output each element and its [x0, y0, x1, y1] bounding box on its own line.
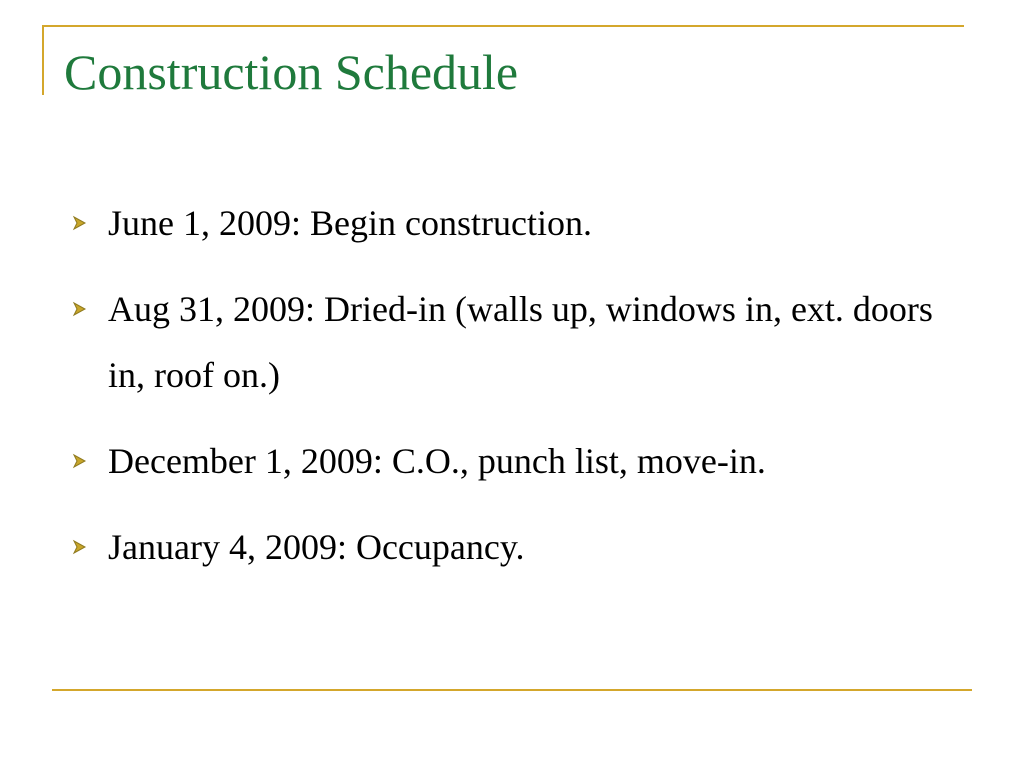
arrow-bullet-icon [70, 299, 90, 319]
arrow-bullet-icon [70, 213, 90, 233]
bullet-item [70, 276, 950, 408]
arrow-bullet-icon [70, 451, 90, 471]
bullet-item [70, 514, 950, 580]
title-rule-left [42, 25, 44, 95]
bullet-text: June 1, 2009: Begin construction. [108, 203, 592, 243]
bullet-item [70, 428, 950, 494]
bullet-text: December 1, 2009: C.O., punch list, move-in. [108, 441, 766, 481]
bullet-text: Aug 31, 2009: Dried-in (walls up, windows in, ext. doors in, roof on.) [108, 289, 933, 395]
bullet-list [70, 190, 950, 600]
title-rule-top [42, 25, 964, 27]
arrow-bullet-icon [70, 537, 90, 557]
slide-title: Construction Schedule [64, 44, 519, 100]
bullet-text: January 4, 2009: Occupancy. [108, 527, 525, 567]
bullet-item [70, 190, 950, 256]
bottom-rule [52, 689, 972, 691]
